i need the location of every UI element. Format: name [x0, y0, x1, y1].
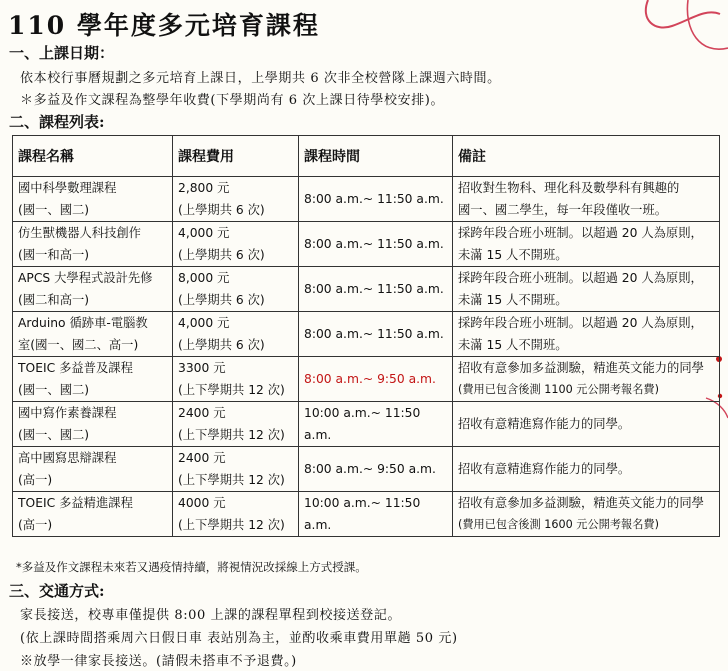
header-course-time: 課程時間 [299, 136, 453, 177]
section-3-heading: 三、交通方式: [9, 582, 105, 600]
course-time-cell: 8:00 a.m.~ 11:50 a.m. [299, 267, 453, 312]
course-name-cell [13, 267, 173, 312]
course-time-cell: 8:00 a.m.~ 11:50 a.m. [299, 222, 453, 267]
course-fee-cell-line: (上下學期共 12 次) [178, 473, 285, 487]
course-remark-cell-line: 招收有意精進寫作能力的同學。 [458, 462, 631, 476]
section-3-line-1: 家長接送，校專車僅提供 8:00 上課的課程單程到校接送登記。 [20, 608, 402, 623]
course-fee-cell-line: 2400 元 [178, 451, 226, 465]
course-fee-cell-line: (上學期共 6 次) [178, 338, 265, 352]
table-row [13, 177, 720, 222]
course-time-cell: 8:00 a.m.~ 9:50 a.m. [299, 357, 453, 402]
course-fee-cell-line: (上學期共 6 次) [178, 293, 265, 307]
table-row [13, 267, 720, 312]
course-remark-cell-line: 未滿 15 人不開班。 [458, 293, 568, 307]
course-fee-cell-line: 3300 元 [178, 361, 226, 375]
course-name-cell-line: (國一和高一) [18, 248, 90, 262]
course-remark-cell-line: 未滿 15 人不開班。 [458, 248, 568, 262]
course-time-cell: 10:00 a.m.~ 11:50 a.m. [299, 402, 453, 447]
course-name-cell [13, 177, 173, 222]
table-header-row [13, 136, 720, 177]
table-row [13, 222, 720, 267]
section-1-line-1: 依本校行事曆規劃之多元培育上課日，上學期共 6 次非全校營隊上課週六時間。 [20, 71, 501, 86]
course-name-cell-line: 高中國寫思辯課程 [18, 451, 117, 465]
course-fee-cell [173, 402, 299, 447]
section-2-heading: 二、課程列表: [9, 113, 105, 131]
course-remark-cell-line: 未滿 15 人不開班。 [458, 338, 568, 352]
course-fee-cell [173, 492, 299, 537]
course-name-cell [13, 492, 173, 537]
table-row [13, 492, 720, 537]
table-row [13, 312, 720, 357]
course-remark-cell-line: 招收有意參加多益測驗，精進英文能力的同學 [458, 496, 704, 510]
course-name-cell-line: (高一) [18, 473, 53, 487]
table-row [13, 447, 720, 492]
course-name-cell [13, 357, 173, 402]
course-name-cell-line: 國中寫作素養課程 [18, 406, 117, 420]
course-table [12, 135, 720, 537]
table-footnote: *多益及作文課程未來若又遇疫情持續，將視情況改採線上方式授課。 [16, 560, 367, 574]
course-remark-cell [453, 402, 720, 447]
course-time-cell: 10:00 a.m.~ 11:50 a.m. [299, 492, 453, 537]
table-row [13, 357, 720, 402]
course-name-cell-line: (國一、國二) [18, 428, 90, 442]
course-remark-cell [453, 312, 720, 357]
course-remark-cell-line: (費用已包含後測 1600 元公開考報名費) [458, 518, 659, 531]
course-fee-cell [173, 312, 299, 357]
course-remark-cell-line: 招收對生物科、理化科及數學科有興趣的 [458, 181, 680, 195]
section-1-heading: 一、上課日期： [9, 44, 115, 62]
course-fee-cell [173, 357, 299, 402]
course-fee-cell [173, 447, 299, 492]
course-name-cell-line: Arduino 循跡車-電腦教 [18, 316, 148, 330]
course-name-cell [13, 312, 173, 357]
course-name-cell-line: TOEIC 多益精進課程 [18, 496, 133, 510]
course-fee-cell-line: 4000 元 [178, 496, 226, 510]
section-1-line-2: ＊多益及作文課程為整學年收費(下學期尚有 6 次上課日待學校安排)。 [20, 93, 445, 108]
course-remark-cell [453, 177, 720, 222]
course-name-cell-line: (高一) [18, 518, 53, 532]
course-name-cell-line: (國二和高一) [18, 293, 90, 307]
course-fee-cell-line: (上學期共 6 次) [178, 203, 265, 217]
course-fee-cell [173, 267, 299, 312]
course-remark-cell [453, 447, 720, 492]
header-remarks: 備註 [453, 136, 720, 177]
course-remark-cell [453, 492, 720, 537]
course-remark-cell-line: 國一、國二學生，每一年段僅收一班。 [458, 203, 668, 217]
course-remark-cell [453, 357, 720, 402]
header-course-fee: 課程費用 [173, 136, 299, 177]
course-fee-cell-line: 8,000 元 [178, 271, 230, 285]
course-name-cell [13, 447, 173, 492]
course-time-cell: 8:00 a.m.~ 11:50 a.m. [299, 177, 453, 222]
section-3-line-3: ※放學一律家長接送。(請假未搭車不予退費。) [20, 654, 297, 669]
course-remark-cell-line: 採跨年段合班小班制。以超過 20 人為原則， [458, 271, 703, 285]
course-fee-cell-line: 2,800 元 [178, 181, 230, 195]
course-remark-cell [453, 267, 720, 312]
course-fee-cell-line: (上學期共 6 次) [178, 248, 265, 262]
course-fee-cell [173, 177, 299, 222]
course-name-cell [13, 402, 173, 447]
course-fee-cell-line: 4,000 元 [178, 316, 230, 330]
course-remark-cell-line: 採跨年段合班小班制。以超過 20 人為原則， [458, 316, 703, 330]
course-name-cell-line: (國一、國二) [18, 383, 90, 397]
course-remark-cell-line: (費用已包含後測 1100 元公開考報名費) [458, 383, 659, 396]
course-remark-cell-line: 招收有意參加多益測驗，精進英文能力的同學 [458, 361, 704, 375]
table-row [13, 402, 720, 447]
course-fee-cell-line: (上下學期共 12 次) [178, 428, 285, 442]
course-name-cell-line: 仿生獸機器人科技創作 [18, 226, 141, 240]
course-name-cell [13, 222, 173, 267]
course-fee-cell-line: 2400 元 [178, 406, 226, 420]
course-remark-cell [453, 222, 720, 267]
course-time-cell: 8:00 a.m.~ 9:50 a.m. [299, 447, 453, 492]
course-name-cell-line: 室(國一、國二、高一) [18, 338, 139, 352]
course-time-cell: 8:00 a.m.~ 11:50 a.m. [299, 312, 453, 357]
course-fee-cell-line: (上下學期共 12 次) [178, 518, 285, 532]
course-fee-cell-line: 4,000 元 [178, 226, 230, 240]
course-name-cell-line: (國一、國二) [18, 203, 90, 217]
course-remark-cell-line: 採跨年段合班小班制。以超過 20 人為原則， [458, 226, 703, 240]
course-name-cell-line: TOEIC 多益普及課程 [18, 361, 133, 375]
page-title: 110 學年度多元培育課程 [8, 11, 320, 40]
course-fee-cell [173, 222, 299, 267]
section-3-line-2: (依上課時間搭乘周六日假日車 表站別為主，並酌收乘車費用單趟 50 元) [20, 631, 458, 646]
course-name-cell-line: 國中科學數理課程 [18, 181, 117, 195]
course-fee-cell-line: (上下學期共 12 次) [178, 383, 285, 397]
course-name-cell-line: APCS 大學程式設計先修 [18, 271, 153, 285]
course-remark-cell-line: 招收有意精進寫作能力的同學。 [458, 417, 631, 431]
header-course-name: 課程名稱 [13, 136, 173, 177]
